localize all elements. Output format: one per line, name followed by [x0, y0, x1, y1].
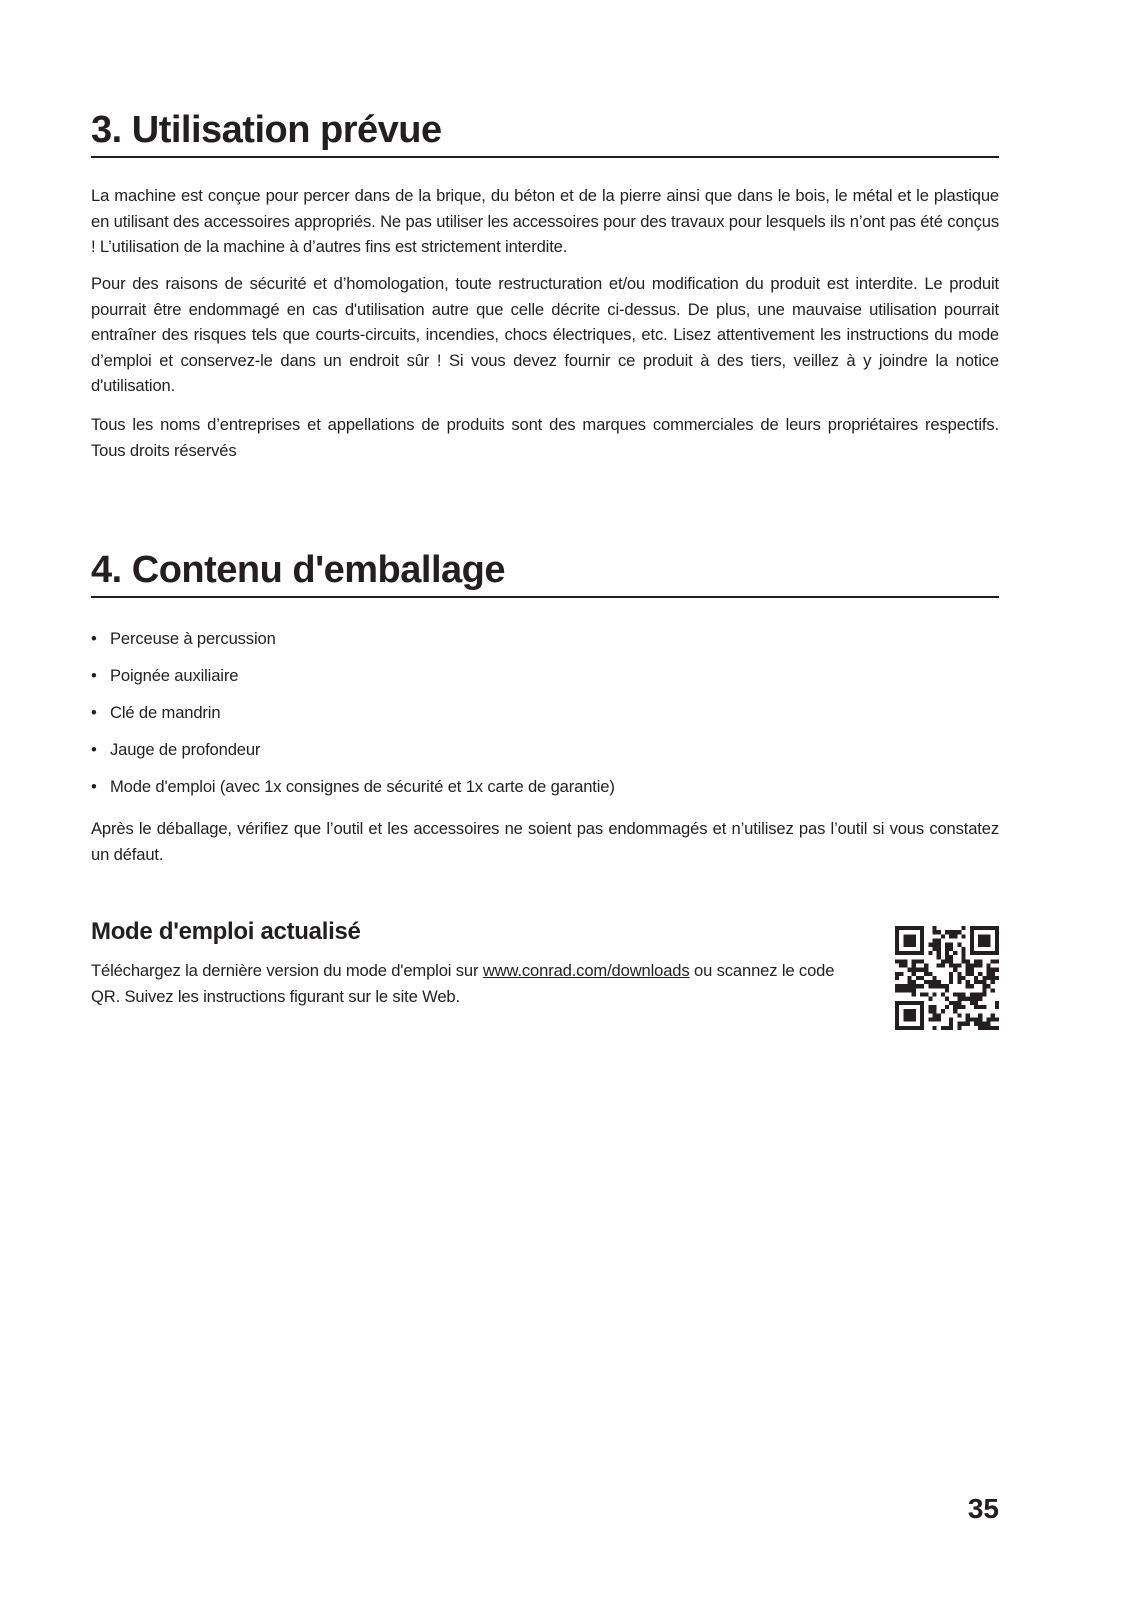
list-item-label: Mode d'emploi (avec 1x consignes de sécurité et 1x carte de garantie) — [110, 777, 615, 796]
bullet-icon: • — [91, 740, 97, 759]
page-number: 35 — [967, 1493, 999, 1524]
list-item — [91, 663, 615, 700]
qr-code-icon[interactable] — [895, 926, 999, 1030]
bullet-icon: • — [91, 629, 97, 648]
updated-manual-text-after: ou scannez le code QR. Suivez les instructions figurant sur le site Web. — [91, 961, 835, 1006]
downloads-link[interactable]: www.conrad.com/downloads — [482, 961, 690, 980]
list-item — [91, 700, 615, 737]
bullet-icon: • — [91, 666, 97, 685]
updated-manual-text-before: Téléchargez la dernière version du mode d'emploi sur — [91, 961, 483, 980]
list-item — [91, 626, 615, 663]
list-item-label: Perceuse à percussion — [110, 629, 276, 648]
bullet-icon: • — [91, 777, 97, 796]
intended-use-paragraph-2: Pour des raisons de sécurité et d’homologation, toute restructuration et/ou modification du produit est interdite. Le produit pourrait être endommagé en cas d'utilisation autre que celle décrite ci-dessus. De plus, une mauvaise utilisation pourrait entraîner des risques tels que courts-circuits, incendies, chocs électriques, etc. Lisez attentivement les instructions du mode d’emploi et conservez-le dans un endroit sûr ! Si vous devez fournir ce produit à des tiers, veillez à y joindre la notice d'utilisation. — [91, 274, 999, 395]
intended-use-paragraph-3: Tous les noms d’entreprises et appellations de produits sont des marques commerciales de leurs propriétaires respectifs. Tous droits réservés — [91, 415, 999, 460]
list-item — [91, 774, 615, 811]
updated-manual-title: Mode d'emploi actualisé — [91, 918, 361, 945]
manual-page — [91, 0, 999, 1601]
intended-use-paragraph-1: La machine est conçue pour percer dans de la brique, du béton et de la pierre ainsi que dans le bois, le métal et le plastique en utilisant des accessoires appropriés. Ne pas utiliser les accessoires pour des travaux pour lesquels ils n’ont pas été conçus ! L’utilisation de la machine à d’autres fins est strictement interdite. — [91, 186, 999, 256]
section-title-intended-use: 3. Utilisation prévue — [91, 108, 999, 158]
section-title-package-contents: 4. Contenu d'emballage — [91, 548, 999, 598]
list-item-label: Poignée auxiliaire — [110, 666, 239, 685]
bullet-icon: • — [91, 703, 97, 722]
list-item-label: Clé de mandrin — [110, 703, 221, 722]
package-contents-list — [91, 626, 615, 811]
list-item — [91, 737, 615, 774]
updated-manual-text — [91, 958, 861, 1009]
list-item-label: Jauge de profondeur — [110, 740, 261, 759]
unpacking-note: Après le déballage, vérifiez que l’outil et les accessoires ne soient pas endommagés et n’utilisez pas l’outil si vous constatez un défaut. — [91, 819, 999, 864]
